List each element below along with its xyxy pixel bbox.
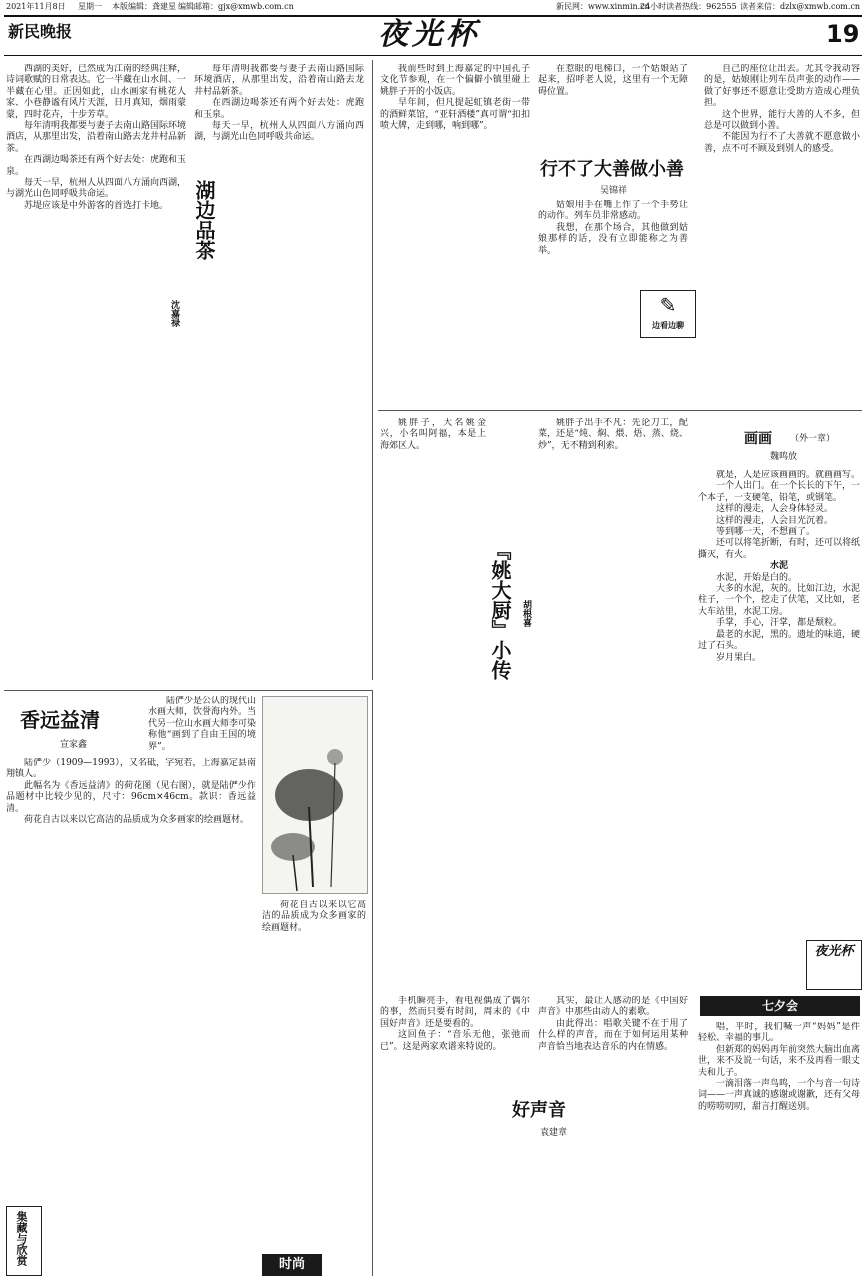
- page-number: 19: [826, 20, 860, 48]
- paper-name: 新民晚报: [8, 22, 73, 41]
- lotus-painting: [262, 696, 368, 894]
- logo-stamp: [806, 940, 862, 990]
- longjing-author: 沈嘉禄: [169, 300, 179, 327]
- corner-icon: ✎: [659, 293, 677, 317]
- logo-stamp-text: 夜光杯: [814, 944, 854, 959]
- weekday: 星期一: [78, 2, 102, 11]
- huahua-author: 魏鸣放: [770, 452, 798, 462]
- column-divider: [372, 60, 373, 680]
- shanxiaoqi-col-top: 在惹眼的电梯口，一个姑娘站了起来，招呼老人说，这里有一个无障碍位置。: [538, 64, 688, 97]
- corner-label: 边看边聊: [652, 320, 684, 330]
- xiangyuan-author: 宣家鑫: [60, 740, 88, 750]
- masthead-info-bar: [0, 0, 866, 14]
- xiangyuan-body: 陆俨少（1909—1993），又名砥，字宛若，上海嘉定县南翔镇人。 此幅名为《香远益清》的荷花图（见右图），就是陆俨少作品题材中比较少见的，尺寸：96cm×46cm。款识：香远益清。 荷花自古以来以它高洁的品质成为众多画家的绘画题材。: [6, 758, 256, 826]
- lotus-painting-art: [263, 697, 367, 893]
- yaodachu-author: 胡根喜: [521, 600, 531, 627]
- yaodachu-col-1: 我前些时到上海嘉定的中国孔子文化节参观，在一个偏僻小镇里碰上姚胖子开的小饭店。 早年间，但凡提起虹镇老街一带的酒鲜菜馆，“亚轩酒楼”真可谓“扣扣喷大牌，走到哪，响到哪”。: [380, 64, 530, 132]
- huahua-title: 画画: [744, 431, 772, 447]
- shanxiaoqi-author: 吴锦祥: [600, 186, 628, 196]
- left-divider: [4, 690, 372, 691]
- corner-label-box: [640, 290, 696, 338]
- header-bottom-rule: [4, 55, 862, 56]
- section-title-logo: 夜光杯: [378, 17, 480, 52]
- bottom-divider-1: [372, 690, 373, 1276]
- haoshengyin-title: 好声音: [512, 1100, 566, 1121]
- hotline: 24小时读者热线：962555: [640, 2, 737, 11]
- reader-email: 读者来信：dzlx@xmwb.com.cn: [740, 2, 861, 11]
- huahua-body: 就是，人是应该画画的。就画画写。 一个人出门。在一个长长的下午，一个本子，一支硬笔，铅笔，或钢笔。 这样的漫走，人会身体轻灵。 这样的漫走，人会目光沉着。 等到哪一天，不想画了。 还可以将笔折断，有时，还可以将纸撕灭，有火。 水泥 水泥，开始是白的。 大多的水泥，灰的。比如江边，水泥柱子，一个个，挖走了伏笔，又比如，老大车站里，水泥工房。 手掌，手心，汗掌，都是颓粒。 最老的水泥，黑的。遗址的味道，硬过了石头。 岁月果白。: [698, 470, 860, 663]
- editor-email: 编辑邮箱：gjx@xmwb.com.cn: [178, 2, 294, 11]
- collection-badge: [6, 1206, 42, 1276]
- qixihui-body: 唱，平时，我们喊一声“妈妈”是件轻松、幸福的事儿。 但新郑的妈妈再年前突然大脑出血离世，来不及说一句话，来不及再看一眼丈夫和儿子。 一滴泪落一声鸟鸣，一个与音一句诗词——一声真诚的感谢或谢歉，还有父母的唠唠叨叨，甜言打醒送别。: [698, 1022, 860, 1112]
- collection-label: 集藏与欣赏: [15, 1211, 28, 1266]
- haoshengyin-col-1: 手机瞬亮手，看电视偶成了偶尔的事，然而只要有时间，周末的《中国好声音》还是要看的。 这回鱼子：“音乐无他，张弛而已”。这是两家欢谱来特说的。: [380, 996, 530, 1052]
- huahua-subheading: 水泥: [769, 561, 788, 572]
- issue-date: 2021年11月8日: [6, 2, 66, 11]
- editor-credit: 本版编辑：龚建星: [112, 2, 176, 11]
- shanxiaoqi-col-mid: 姑娘用手在嘴上作了一个手势让的动作。列车员非常感动。 我想，在那个场合，其他做到姑娘那样的话，没有立即能称之为善举。: [538, 200, 688, 256]
- xiangyuan-title: 香远益清: [20, 708, 100, 732]
- xiangyuan-intro: 陆俨少是公认的现代山水画大师，饮誉海内外。当代另一位山水画大师李可染称他“画到了自由王国的境界”。: [148, 696, 256, 752]
- huahua-subtitle: （外一章）: [790, 434, 836, 444]
- website: 新民网：www.xinmin.cn: [556, 2, 650, 11]
- haoshengyin-author: 袁建章: [540, 1128, 568, 1138]
- longjing-col-2: 每年清明我都要与妻子去南山路国际环境酒店，从那里出发，沿着南山路去龙井村品新茶。 在西湖边喝茶还有两个好去处：虎跑和玉泉。 每天一早，杭州人从四面八方涌向西湖，与湖光山色同呼吸共命运。: [194, 64, 364, 143]
- yaodachu-title: 『姚大厨』小传: [488, 540, 512, 680]
- longjing-col-1: 西湖的美好，已然成为江南的经典注释，诗词歌赋的日常表达。它一半藏在山水间、一半藏在心里。正因如此，山水画家有桃花人家、小巷静谧有风片天涯，日月真知，烟雨蒙蒙，四时花卉，十步芳草。 每年清明我都要与妻子去南山路国际环境酒店，从那里出发，沿着南山路去龙井村品新茶。 在西湖边喝茶还有两个好去处：虎跑和玉泉。 每天一早，杭州人从四面八方涌向西湖，与湖光山色同呼吸共命运。 苏堤应该是中外游客的首选打卡地。: [6, 64, 186, 211]
- haoshengyin-col-2: 其实，最让人感动的是《中国好声音》中那些由动人的素歌。 由此得出：唱歌关键不在于用了什么样的声音，而在于如何运用某种声音恰当地表达音乐的内在情感。: [538, 996, 688, 1052]
- longjing-title: 湖边品茶: [192, 180, 216, 260]
- shanxiaoqi-title: 行不了大善做小善: [540, 159, 684, 180]
- yaodachu-col-3: 姚胖子出手不凡：先论刀工，配菜，还是“炖、焖、煨、焐、蒸、烧、炒”，无不精到利索。: [538, 418, 688, 451]
- qixihui-banner: 七夕会: [700, 996, 860, 1016]
- yaodachu-col-2: 姚胖子，大名姚金兴，小名叫阿福，本是上海郊区人。: [380, 418, 486, 451]
- middle-divider: [378, 410, 862, 411]
- fashion-label: 时尚: [262, 1254, 322, 1276]
- shanxiaoqi-col-right: 自己的座位让出去。尤其令我动容的是，姑娘刚让列车员声张的动作——做了好事还不愿意让受助方造成心理负担。 这个世界，能行大善的人不多，但总是可以做到小善。 不能因为行不了大善就不愿意做小善，点不可不顾及到别人的感受。: [704, 64, 860, 154]
- xiangyuan-col-right: 荷花自古以来以它高洁的品质成为众多画家的绘画题材。: [262, 900, 366, 933]
